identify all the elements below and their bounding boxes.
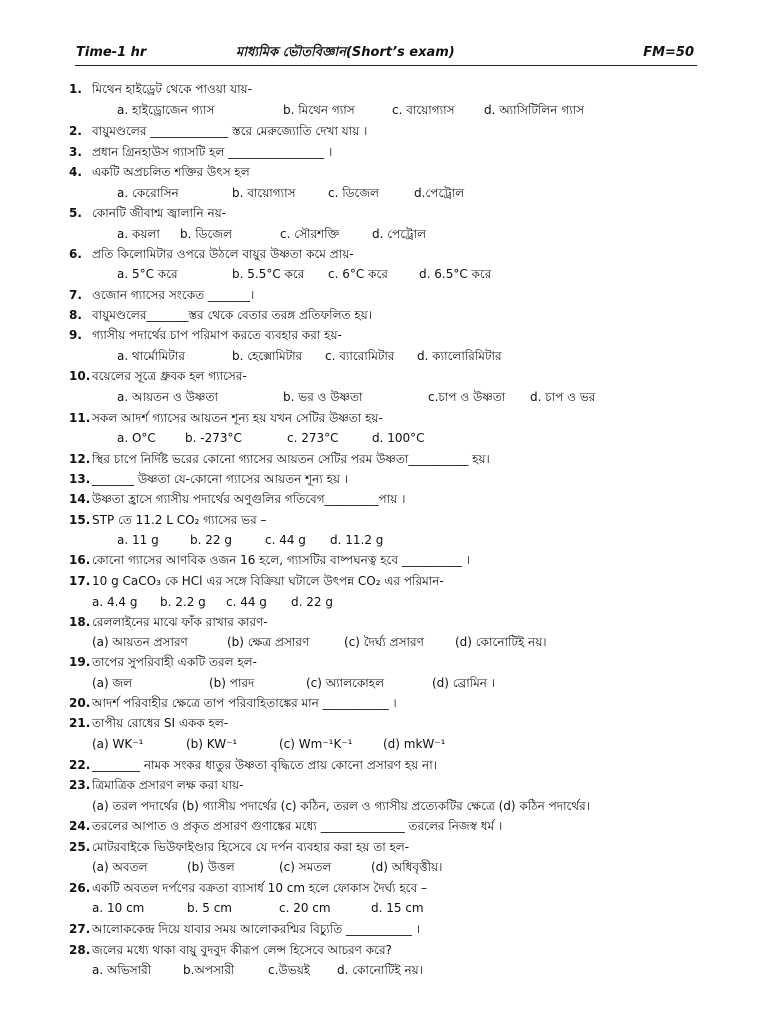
option-d: (d) অধিবৃত্তীয়। <box>371 860 443 874</box>
question-text: STP তে 11.2 L CO₂ গ্যাসের ভর – <box>92 513 267 527</box>
question-number: 5. <box>69 206 82 220</box>
question-number: 6. <box>69 247 82 261</box>
question-text: একটি অপ্রচলিত শক্তির উৎস হল <box>92 165 250 179</box>
option-b: b. ভর ও উষ্ণতা <box>283 390 363 404</box>
question-text: বায়ুমণ্ডলের_______স্তর থেকে বেতার তরঙ্গ প্রতিফলিত হয়। <box>92 308 372 322</box>
question-text: তরলের আপাত ও প্রকৃত প্রসারণ গুণাঙ্কের মধ্যে ______________ তরলের নিজস্ব ধর্ম । <box>92 819 503 833</box>
option-a: (a) আয়তন প্রসারণ <box>92 635 188 649</box>
option-b: b. হেক্সোমিটার <box>232 349 303 363</box>
option-d: d.পেট্রোল <box>414 186 465 200</box>
question-number: 1. <box>69 82 82 96</box>
option-a: a. আয়তন ও উষ্ণতা <box>117 390 218 404</box>
question-text: বয়েলের সূত্রে ধ্রুবক হল গ্যাসের- <box>92 369 247 383</box>
option-a: a. 10 cm <box>92 901 145 915</box>
question-number: 22. <box>69 758 91 772</box>
option-b: (b) উত্তল <box>187 860 235 874</box>
option-b: b. ডিজেল <box>180 227 233 241</box>
question-text: তাপীয় রোধের SI একক হল- <box>92 716 229 730</box>
option-d: d. 22 g <box>291 595 333 609</box>
option-a: a. 4.4 g <box>92 595 138 609</box>
option-a: a. থার্মোমিটার <box>117 349 185 363</box>
option-d: d. 11.2 g <box>330 533 384 547</box>
question-text: ওজোন গ্যাসের সংকেত _______। <box>92 288 255 302</box>
question-text: সকল আদর্শ গ্যাসের আয়তন শূন্য হয় যখন সেটির উষ্ণতা হয়- <box>92 411 383 425</box>
option-b: b. মিথেন গ্যাস <box>283 103 355 117</box>
option-d: d. কোনোটিই নয়। <box>337 963 424 977</box>
option-b: (b) ক্ষেত্র প্রসারণ <box>227 635 310 649</box>
option-b: (b) পারদ <box>209 676 255 690</box>
question-text: রেললাইনের মাঝে ফাঁক রাখার কারণ- <box>92 615 268 629</box>
question-text: বায়ুমণ্ডলের _____________ স্তরে মেরুজ্যোতি দেখা যায় । <box>92 124 368 138</box>
option-d: d. পেট্রোল <box>372 227 427 241</box>
option-c: c. ডিজেল <box>328 186 379 200</box>
option-c: (c) Wm⁻¹K⁻¹ <box>279 737 353 751</box>
question-number: 28. <box>69 943 91 957</box>
time-label: Time-1 hr <box>76 45 147 60</box>
question-number: 16. <box>69 553 91 567</box>
option-c: c. 6°C করে <box>328 267 388 281</box>
option-c: c. সৌরশক্তি <box>280 227 340 241</box>
question-number: 23. <box>69 778 91 792</box>
question-number: 18. <box>69 615 91 629</box>
question-number: 26. <box>69 881 91 895</box>
option-d: d. ক্যালোরিমিটার <box>417 349 502 363</box>
question-text: প্রধান গ্রিনহাউস গ্যাসটি হল ________________ । <box>92 145 333 159</box>
option-a: a. হাইড্রোজেন গ্যাস <box>117 103 215 117</box>
option-c: c.চাপ ও উষ্ণতা <box>428 390 506 404</box>
option-b: b.অপসারী <box>183 963 235 977</box>
exam-header <box>76 41 696 63</box>
question-text: কোনটি জীবাশ্ম জ্বালানি নয়- <box>92 206 227 220</box>
option-b: b. বায়োগ্যাস <box>232 186 296 200</box>
question-text: উষ্ণতা হ্রাসে গ্যাসীয় পদার্থের অণুগুলির গতিবেগ_________পায় । <box>92 492 406 506</box>
question-number: 24. <box>69 819 91 833</box>
question-text: ত্রিমাত্রিক প্রসারণ লক্ষ করা যায়- <box>92 778 244 792</box>
question-number: 27. <box>69 922 91 936</box>
option-a: (a) জল <box>92 676 133 690</box>
option-d: d. 15 cm <box>371 901 424 915</box>
question-number: 9. <box>69 328 82 342</box>
option-b: b. -273°C <box>185 431 242 445</box>
option-d: (d) mkW⁻¹ <box>383 737 446 751</box>
option-a: (a) WK⁻¹ <box>92 737 144 751</box>
option-d: (d) ব্রোমিন । <box>432 676 496 690</box>
question-text: ________ নামক সংকর ধাতুর উষ্ণতা বৃদ্ধিতে প্রায় কোনো প্রসারণ হয় না। <box>92 758 437 772</box>
option-a: a. 5°C করে <box>117 267 178 281</box>
option-d: d. 100°C <box>372 431 425 445</box>
option-c: c. 273°C <box>287 431 339 445</box>
question-text: মিথেন হাইড্রেট থেকে পাওয়া যায়- <box>92 82 252 96</box>
option-d: d. অ্যাসিটিলিন গ্যাস <box>484 103 585 117</box>
option-c: c.উভয়ই <box>268 963 311 977</box>
question-text: আদর্শ পরিবাহীর ক্ষেত্রে তাপ পরিবাহিতাঙ্কের মান ___________ । <box>92 696 397 710</box>
option-c: (c) সমতল <box>279 860 332 874</box>
question-text: কোনো গ্যাসের আণবিক ওজন 16 হলে, গ্যাসটির বাষ্পঘনত্ব হবে __________ । <box>92 553 470 567</box>
option-d: d. চাপ ও ভর <box>530 390 596 404</box>
option-c: c. বায়োগ্যাস <box>392 103 455 117</box>
question-text: গ্যাসীয় পদার্থের চাপ পরিমাপ করতে ব্যবহার করা হয়- <box>92 328 342 342</box>
question-number: 13. <box>69 472 91 486</box>
option-a: a. 11 g <box>117 533 159 547</box>
option-c: (c) অ্যালকোহল <box>306 676 385 690</box>
option-c: c. 20 cm <box>279 901 331 915</box>
question-text: আলোককেন্দ্র দিয়ে যাবার সময় আলোকরশ্মির বিচ্যুতি ___________ । <box>92 922 421 936</box>
full-marks-label: FM=50 <box>643 45 694 60</box>
question-number: 17. <box>69 574 91 588</box>
option-c: c. ব্যারোমিটার <box>325 349 395 363</box>
option-a: a. কয়লা <box>117 227 160 241</box>
question-number: 8. <box>69 308 82 322</box>
question-number: 11. <box>69 411 91 425</box>
question-number: 19. <box>69 655 91 669</box>
question-text: _______ উষ্ণতা যে-কোনো গ্যাসের আয়তন শূন্য হয় । <box>92 472 349 486</box>
option-b: b. 5.5°C করে <box>232 267 305 281</box>
question-text: মোটরবাইকে ভিউফাইণ্ডার হিসেবে যে দর্পন ব্যবহার করা হয় তা হল- <box>92 840 410 854</box>
option-b: b. 5 cm <box>187 901 232 915</box>
option-c: c. 44 g <box>226 595 267 609</box>
question-number: 10. <box>69 369 91 383</box>
question-text: জলের মধ্যে থাকা বায়ু বুদবুদ কীরূপ লেন্স হিসেবে আচরণ করে? <box>92 943 392 957</box>
exam-title: মাধ্যমিক ভৌতবিজ্ঞান(Short’s exam) <box>236 45 455 60</box>
question-number: 25. <box>69 840 91 854</box>
question-number: 4. <box>69 165 82 179</box>
question-number: 15. <box>69 513 91 527</box>
option-d: d. 6.5°C করে <box>419 267 492 281</box>
option-a: (a) অবতল <box>92 860 148 874</box>
option-c: c. 44 g <box>265 533 306 547</box>
question-number: 3. <box>69 145 82 159</box>
option-a: a. O°C <box>117 431 156 445</box>
question-text: 10 g CaCO₃ কে HCl এর সঙ্গে বিক্রিয়া ঘটালে উৎপন্ন CO₂ এর পরিমান- <box>92 574 444 588</box>
question-text: প্রতি কিলোমিটার ওপরে উঠলে বায়ুর উষ্ণতা কমে প্রায়- <box>92 247 354 261</box>
question-number: 14. <box>69 492 91 506</box>
question-text: স্থির চাপে নির্দিষ্ট ভরের কোনো গ্যাসের আয়তন সেটির পরম উষ্ণতা__________ হয়। <box>92 452 490 466</box>
question-number: 7. <box>69 288 82 302</box>
option-b: (b) KW⁻¹ <box>186 737 238 751</box>
question-number: 20. <box>69 696 91 710</box>
header-divider <box>75 65 697 66</box>
question-number: 2. <box>69 124 82 138</box>
option-b: b. 22 g <box>190 533 232 547</box>
option-a: a. কেরোসিন <box>117 186 179 200</box>
option-a: (a) তরল পদার্থের (b) গ্যাসীয় পদার্থের (c) কঠিন, তরল ও গ্যাসীয় প্রত্যেকটির ক্ষেত্রে (d) কঠিন পদার্থের। <box>92 799 591 813</box>
question-number: 12. <box>69 452 91 466</box>
question-text: একটি অবতল দর্পণের বক্রতা ব্যাসার্ধ 10 cm হলে ফোকাস দৈর্ঘ্য হবে – <box>92 881 427 895</box>
question-text: তাপের সুপরিবাহী একটি তরল হল- <box>92 655 257 669</box>
question-number: 21. <box>69 716 91 730</box>
option-c: (c) দৈর্ঘ্য প্রসারণ <box>344 635 424 649</box>
option-d: (d) কোনোটিই নয়। <box>455 635 547 649</box>
option-b: b. 2.2 g <box>160 595 206 609</box>
option-a: a. অভিসারী <box>92 963 152 977</box>
